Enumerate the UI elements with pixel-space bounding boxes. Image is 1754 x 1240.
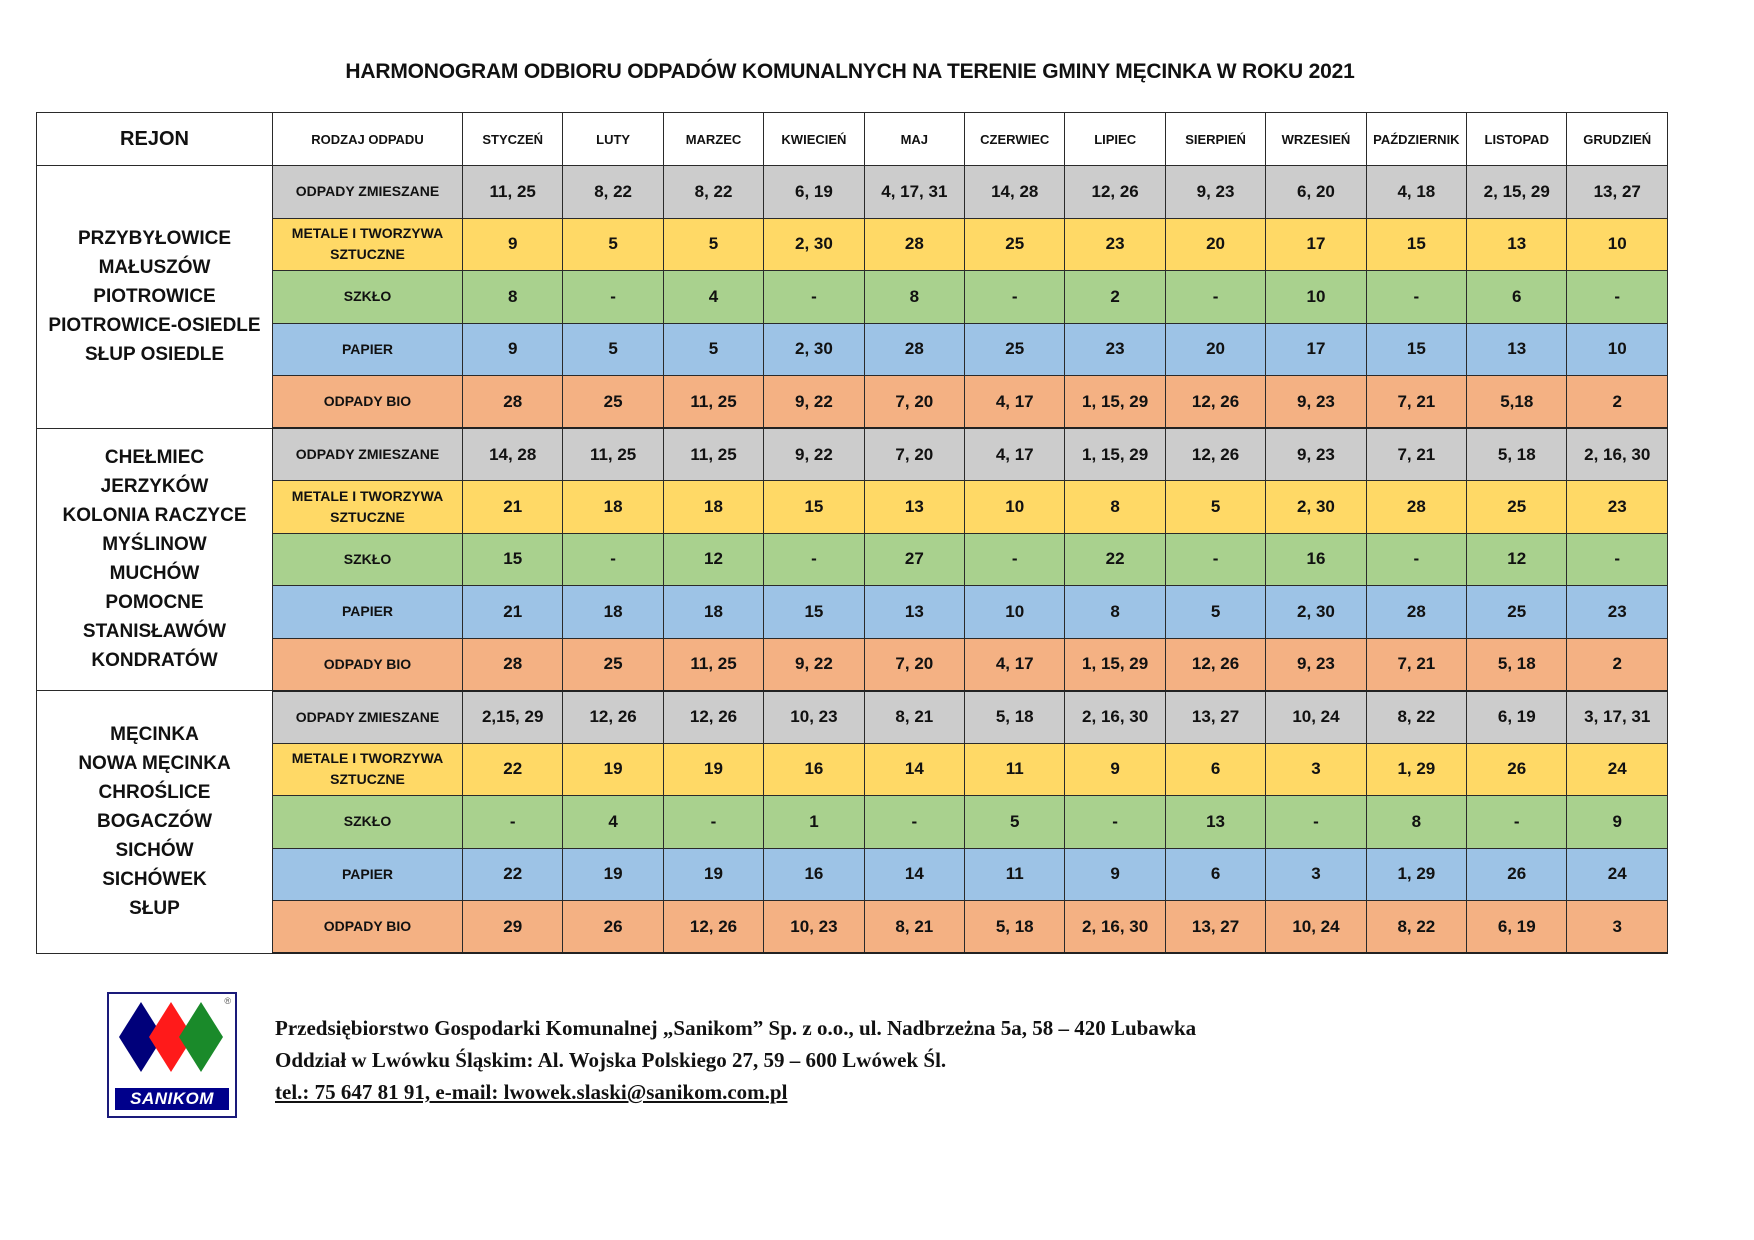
region-cell	[37, 166, 273, 429]
pickup-dates-cell: 6, 19	[1467, 901, 1567, 954]
pickup-dates-cell: -	[1165, 533, 1265, 586]
waste-type-label: SZKŁO	[273, 533, 463, 586]
pickup-dates-cell: 14	[864, 848, 964, 901]
waste-type-label: ODPADY ZMIESZANE	[273, 428, 463, 481]
table-row-paper	[37, 323, 1668, 376]
page-title: HARMONOGRAM ODBIORU ODPADÓW KOMUNALNYCH NA TERENIE GMINY MĘCINKA W ROKU 2021	[345, 60, 1355, 83]
pickup-dates-cell: 23	[1065, 218, 1165, 271]
pickup-dates-cell: 2, 16, 30	[1065, 691, 1165, 744]
pickup-dates-cell: 8, 21	[864, 691, 964, 744]
waste-type-label: SZKŁO	[273, 796, 463, 849]
waste-type-label: ODPADY ZMIESZANE	[273, 691, 463, 744]
pickup-dates-cell: 29	[463, 901, 563, 954]
pickup-dates-cell: 4	[663, 271, 763, 324]
pickup-dates-cell: 11, 25	[563, 428, 663, 481]
pickup-dates-cell: 10	[1567, 218, 1668, 271]
pickup-dates-cell: 10	[965, 481, 1065, 534]
region-place: MYŚLINOW	[102, 534, 207, 556]
pickup-dates-cell: -	[463, 796, 563, 849]
pickup-dates-cell: 21	[463, 481, 563, 534]
header-month: KWIECIEŃ	[764, 113, 864, 166]
pickup-dates-cell: 4, 17, 31	[864, 166, 964, 219]
pickup-dates-cell: 28	[463, 638, 563, 691]
region-place: MĘCINKA	[110, 724, 199, 746]
contact-line[interactable]: tel.: 75 647 81 91, e-mail: lwowek.slaski@sanikom.com.pl	[275, 1080, 788, 1104]
pickup-dates-cell: 9, 23	[1266, 376, 1366, 429]
pickup-dates-cell: 14, 28	[463, 428, 563, 481]
waste-type-label: PAPIER	[273, 586, 463, 639]
pickup-dates-cell: 10, 23	[764, 691, 864, 744]
pickup-dates-cell: 13	[1467, 323, 1567, 376]
pickup-dates-cell: 28	[1366, 481, 1466, 534]
pickup-dates-cell: 12, 26	[563, 691, 663, 744]
waste-type-label: PAPIER	[273, 323, 463, 376]
pickup-dates-cell: 6, 19	[1467, 691, 1567, 744]
pickup-dates-cell: 2, 16, 30	[1065, 901, 1165, 954]
pickup-dates-cell: 3	[1266, 848, 1366, 901]
header-month: GRUDZIEŃ	[1567, 113, 1668, 166]
waste-type-label: SZKŁO	[273, 271, 463, 324]
pickup-dates-cell: 15	[764, 481, 864, 534]
region-place: STANISŁAWÓW	[82, 621, 227, 643]
region-place: BOGACZÓW	[96, 811, 213, 833]
pickup-dates-cell: 6, 20	[1266, 166, 1366, 219]
pickup-dates-cell: 12, 26	[663, 691, 763, 744]
pickup-dates-cell: 8, 22	[663, 166, 763, 219]
pickup-dates-cell: 9, 22	[764, 638, 864, 691]
pickup-dates-cell: -	[965, 533, 1065, 586]
company-address	[275, 1012, 1196, 1108]
pickup-dates-cell: 13, 27	[1567, 166, 1668, 219]
pickup-dates-cell: 19	[663, 743, 763, 796]
pickup-dates-cell: 11	[965, 743, 1065, 796]
table-row-paper	[37, 848, 1668, 901]
pickup-dates-cell: 5	[663, 218, 763, 271]
pickup-dates-cell: -	[764, 271, 864, 324]
header-month: STYCZEŃ	[463, 113, 563, 166]
pickup-dates-cell: 5,18	[1467, 376, 1567, 429]
pickup-dates-cell: 28	[864, 218, 964, 271]
pickup-dates-cell: 14, 28	[965, 166, 1065, 219]
table-row-glass	[37, 796, 1668, 849]
pickup-dates-cell: 11	[965, 848, 1065, 901]
waste-type-label: PAPIER	[273, 848, 463, 901]
header-month: MAJ	[864, 113, 964, 166]
pickup-dates-cell: -	[563, 533, 663, 586]
pickup-dates-cell: 8, 21	[864, 901, 964, 954]
pickup-dates-cell: 1, 29	[1366, 743, 1466, 796]
pickup-dates-cell: 12	[663, 533, 763, 586]
pickup-dates-cell: 15	[1366, 218, 1466, 271]
pickup-dates-cell: 4	[563, 796, 663, 849]
pickup-dates-cell: 9, 23	[1165, 166, 1265, 219]
pickup-dates-cell: 10, 23	[764, 901, 864, 954]
waste-type-label: METALE I TWORZYWA SZTUCZNE	[273, 218, 463, 271]
pickup-dates-cell: 6	[1165, 743, 1265, 796]
table-row-metal	[37, 218, 1668, 271]
region-place: PRZYBYŁOWICE	[77, 228, 232, 250]
pickup-dates-cell: 28	[864, 323, 964, 376]
pickup-dates-cell: 9, 22	[764, 376, 864, 429]
pickup-dates-cell: 13, 27	[1165, 901, 1265, 954]
region-place: KONDRATÓW	[91, 650, 218, 672]
pickup-dates-cell: 13	[1165, 796, 1265, 849]
header-month: PAŹDZIERNIK	[1366, 113, 1466, 166]
pickup-dates-cell: 1, 15, 29	[1065, 376, 1165, 429]
pickup-dates-cell: 9	[463, 218, 563, 271]
pickup-dates-cell: 9, 23	[1266, 428, 1366, 481]
pickup-dates-cell: 1, 15, 29	[1065, 428, 1165, 481]
table-row-bio	[37, 901, 1668, 954]
pickup-dates-cell: 2, 30	[764, 323, 864, 376]
pickup-dates-cell: 17	[1266, 323, 1366, 376]
pickup-dates-cell: -	[1165, 271, 1265, 324]
pickup-dates-cell: 7, 20	[864, 428, 964, 481]
header-row	[37, 113, 1668, 166]
pickup-dates-cell: 10, 24	[1266, 901, 1366, 954]
pickup-dates-cell: 5	[663, 323, 763, 376]
region-place: PIOTROWICE-OSIEDLE	[48, 315, 261, 337]
table-row-glass	[37, 533, 1668, 586]
pickup-dates-cell: 26	[563, 901, 663, 954]
header-month: CZERWIEC	[965, 113, 1065, 166]
pickup-dates-cell: -	[764, 533, 864, 586]
pickup-dates-cell: 15	[1366, 323, 1466, 376]
pickup-dates-cell: 18	[563, 481, 663, 534]
region-place: JERZYKÓW	[100, 476, 209, 498]
region-cell	[37, 691, 273, 954]
pickup-dates-cell: 10	[965, 586, 1065, 639]
pickup-dates-cell: -	[1366, 533, 1466, 586]
pickup-dates-cell: 23	[1065, 323, 1165, 376]
pickup-dates-cell: 13	[864, 586, 964, 639]
pickup-dates-cell: 8	[1366, 796, 1466, 849]
region-place: CHROŚLICE	[98, 782, 211, 804]
pickup-dates-cell: 8, 22	[1366, 901, 1466, 954]
pickup-dates-cell: 7, 21	[1366, 376, 1466, 429]
address-line-1: Przedsiębiorstwo Gospodarki Komunalnej „Sanikom” Sp. z o.o., ul. Nadbrzeżna 5a, 58 – 420 Lubawka	[275, 1016, 1197, 1040]
pickup-dates-cell: 2, 30	[764, 218, 864, 271]
pickup-dates-cell: -	[1467, 796, 1567, 849]
pickup-dates-cell: 11, 25	[663, 376, 763, 429]
region-place: SICHÓWEK	[102, 869, 207, 891]
pickup-dates-cell: 1, 29	[1366, 848, 1466, 901]
pickup-dates-cell: 26	[1467, 848, 1567, 901]
pickup-dates-cell: 2, 16, 30	[1567, 428, 1668, 481]
pickup-dates-cell: 7, 20	[864, 638, 964, 691]
pickup-dates-cell: 5	[1165, 481, 1265, 534]
region-place: PIOTROWICE	[93, 286, 216, 308]
pickup-dates-cell: 19	[563, 743, 663, 796]
pickup-dates-cell: 11, 25	[663, 638, 763, 691]
sanikom-logo	[107, 992, 237, 1118]
waste-type-label: ODPADY BIO	[273, 901, 463, 954]
pickup-dates-cell: 6	[1165, 848, 1265, 901]
pickup-dates-cell: 9	[463, 323, 563, 376]
pickup-dates-cell: 25	[965, 323, 1065, 376]
table-row-bio	[37, 638, 1668, 691]
pickup-dates-cell: -	[864, 796, 964, 849]
region-place: CHEŁMIEC	[104, 447, 205, 469]
region-place: MAŁUSZÓW	[98, 257, 211, 279]
pickup-dates-cell: 9	[1065, 848, 1165, 901]
pickup-dates-cell: 26	[1467, 743, 1567, 796]
pickup-dates-cell: 25	[1467, 586, 1567, 639]
pickup-dates-cell: 12, 26	[1165, 428, 1265, 481]
header-rodzaj: RODZAJ ODPADU	[273, 113, 463, 166]
pickup-dates-cell: 19	[663, 848, 763, 901]
pickup-dates-cell: 5	[563, 323, 663, 376]
registered-mark: ®	[224, 996, 231, 1006]
region-place: MUCHÓW	[109, 563, 200, 585]
waste-type-label: METALE I TWORZYWA SZTUCZNE	[273, 743, 463, 796]
pickup-dates-cell: 9, 22	[764, 428, 864, 481]
pickup-dates-cell: 2,15, 29	[463, 691, 563, 744]
pickup-dates-cell: 28	[463, 376, 563, 429]
header-month: LIPIEC	[1065, 113, 1165, 166]
pickup-dates-cell: 6	[1467, 271, 1567, 324]
table-row-glass	[37, 271, 1668, 324]
pickup-dates-cell: 12, 26	[1065, 166, 1165, 219]
pickup-dates-cell: 2	[1065, 271, 1165, 324]
pickup-dates-cell: 9, 23	[1266, 638, 1366, 691]
pickup-dates-cell: 16	[1266, 533, 1366, 586]
header-month: LISTOPAD	[1467, 113, 1567, 166]
pickup-dates-cell: 3, 17, 31	[1567, 691, 1668, 744]
pickup-dates-cell: 4, 17	[965, 428, 1065, 481]
pickup-dates-cell: 25	[563, 376, 663, 429]
pickup-dates-cell: 16	[764, 848, 864, 901]
header-month: MARZEC	[663, 113, 763, 166]
table-row-paper	[37, 586, 1668, 639]
pickup-dates-cell: 27	[864, 533, 964, 586]
pickup-dates-cell: 5, 18	[965, 691, 1065, 744]
pickup-dates-cell: 8	[1065, 586, 1165, 639]
pickup-dates-cell: 28	[1366, 586, 1466, 639]
pickup-dates-cell: 5, 18	[1467, 428, 1567, 481]
region-cell	[37, 428, 273, 691]
pickup-dates-cell: 8	[1065, 481, 1165, 534]
region-place: SICHÓW	[115, 840, 194, 862]
pickup-dates-cell: 12, 26	[1165, 376, 1265, 429]
pickup-dates-cell: 25	[965, 218, 1065, 271]
pickup-dates-cell: 12, 26	[1165, 638, 1265, 691]
footer	[107, 992, 1407, 1122]
pickup-dates-cell: 8, 22	[563, 166, 663, 219]
pickup-dates-cell: 20	[1165, 218, 1265, 271]
region-place: KOLONIA RACZYCE	[62, 505, 247, 527]
pickup-dates-cell: 10	[1567, 323, 1668, 376]
pickup-dates-cell: 5	[1165, 586, 1265, 639]
pickup-dates-cell: 20	[1165, 323, 1265, 376]
waste-type-label: ODPADY BIO	[273, 376, 463, 429]
pickup-dates-cell: 9	[1065, 743, 1165, 796]
pickup-dates-cell: 2, 30	[1266, 481, 1366, 534]
pickup-dates-cell: 2	[1567, 376, 1668, 429]
table-row-mixed	[37, 166, 1668, 219]
header-month: WRZESIEŃ	[1266, 113, 1366, 166]
pickup-dates-cell: -	[563, 271, 663, 324]
pickup-dates-cell: -	[1266, 796, 1366, 849]
pickup-dates-cell: -	[1065, 796, 1165, 849]
table-row-mixed	[37, 691, 1668, 744]
pickup-dates-cell: 19	[563, 848, 663, 901]
table-row-mixed	[37, 428, 1668, 481]
region-place: SŁUP OSIEDLE	[84, 344, 224, 366]
pickup-dates-cell: 2, 15, 29	[1467, 166, 1567, 219]
pickup-dates-cell: 22	[463, 743, 563, 796]
pickup-dates-cell: 7, 21	[1366, 428, 1466, 481]
pickup-dates-cell: 16	[764, 743, 864, 796]
diamonds-icon	[115, 1000, 229, 1074]
pickup-dates-cell: 22	[1065, 533, 1165, 586]
header-rejon: REJON	[37, 113, 273, 166]
pickup-dates-cell: 13, 27	[1165, 691, 1265, 744]
address-line-2: Oddział w Lwówku Śląskim: Al. Wojska Polskiego 27, 59 – 600 Lwówek Śl.	[275, 1048, 947, 1072]
header-month: LUTY	[563, 113, 663, 166]
pickup-dates-cell: 12, 26	[663, 901, 763, 954]
pickup-dates-cell: 8	[463, 271, 563, 324]
pickup-dates-cell: -	[965, 271, 1065, 324]
pickup-dates-cell: -	[1567, 271, 1668, 324]
pickup-dates-cell: 13	[864, 481, 964, 534]
pickup-dates-cell: 18	[563, 586, 663, 639]
region-place: POMOCNE	[105, 592, 204, 614]
pickup-dates-cell: 9	[1567, 796, 1668, 849]
pickup-dates-cell: 21	[463, 586, 563, 639]
pickup-dates-cell: 4, 17	[965, 638, 1065, 691]
table-row-metal	[37, 743, 1668, 796]
pickup-dates-cell: 3	[1567, 901, 1668, 954]
table-row-metal	[37, 481, 1668, 534]
pickup-dates-cell: 6, 19	[764, 166, 864, 219]
region-place: SŁUP	[129, 898, 180, 920]
table-row-bio	[37, 376, 1668, 429]
pickup-dates-cell: -	[663, 796, 763, 849]
pickup-dates-cell: -	[1567, 533, 1668, 586]
pickup-dates-cell: 7, 20	[864, 376, 964, 429]
pickup-dates-cell: 10, 24	[1266, 691, 1366, 744]
pickup-dates-cell: 12	[1467, 533, 1567, 586]
pickup-dates-cell: 2, 30	[1266, 586, 1366, 639]
waste-type-label: ODPADY ZMIESZANE	[273, 166, 463, 219]
pickup-dates-cell: 15	[764, 586, 864, 639]
pickup-dates-cell: 11, 25	[663, 428, 763, 481]
pickup-dates-cell: -	[1366, 271, 1466, 324]
waste-type-label: ODPADY BIO	[273, 638, 463, 691]
pickup-dates-cell: 25	[1467, 481, 1567, 534]
pickup-dates-cell: 17	[1266, 218, 1366, 271]
pickup-dates-cell: 1, 15, 29	[1065, 638, 1165, 691]
pickup-dates-cell: 4, 18	[1366, 166, 1466, 219]
pickup-dates-cell: 5, 18	[1467, 638, 1567, 691]
schedule-table	[36, 112, 1668, 954]
pickup-dates-cell: 5	[563, 218, 663, 271]
pickup-dates-cell: 5, 18	[965, 901, 1065, 954]
pickup-dates-cell: 23	[1567, 481, 1668, 534]
pickup-dates-cell: 8	[864, 271, 964, 324]
pickup-dates-cell: 7, 21	[1366, 638, 1466, 691]
pickup-dates-cell: 3	[1266, 743, 1366, 796]
pickup-dates-cell: 10	[1266, 271, 1366, 324]
pickup-dates-cell: 22	[463, 848, 563, 901]
pickup-dates-cell: 5	[965, 796, 1065, 849]
pickup-dates-cell: 24	[1567, 743, 1668, 796]
region-place: NOWA MĘCINKA	[78, 753, 231, 775]
pickup-dates-cell: 18	[663, 586, 763, 639]
pickup-dates-cell: 25	[563, 638, 663, 691]
pickup-dates-cell: 13	[1467, 218, 1567, 271]
pickup-dates-cell: 23	[1567, 586, 1668, 639]
pickup-dates-cell: 1	[764, 796, 864, 849]
pickup-dates-cell: 24	[1567, 848, 1668, 901]
pickup-dates-cell: 14	[864, 743, 964, 796]
pickup-dates-cell: 11, 25	[463, 166, 563, 219]
waste-type-label: METALE I TWORZYWA SZTUCZNE	[273, 481, 463, 534]
header-month: SIERPIEŃ	[1165, 113, 1265, 166]
pickup-dates-cell: 2	[1567, 638, 1668, 691]
logo-text: SANIKOM	[115, 1088, 229, 1110]
pickup-dates-cell: 15	[463, 533, 563, 586]
pickup-dates-cell: 8, 22	[1366, 691, 1466, 744]
pickup-dates-cell: 4, 17	[965, 376, 1065, 429]
pickup-dates-cell: 18	[663, 481, 763, 534]
